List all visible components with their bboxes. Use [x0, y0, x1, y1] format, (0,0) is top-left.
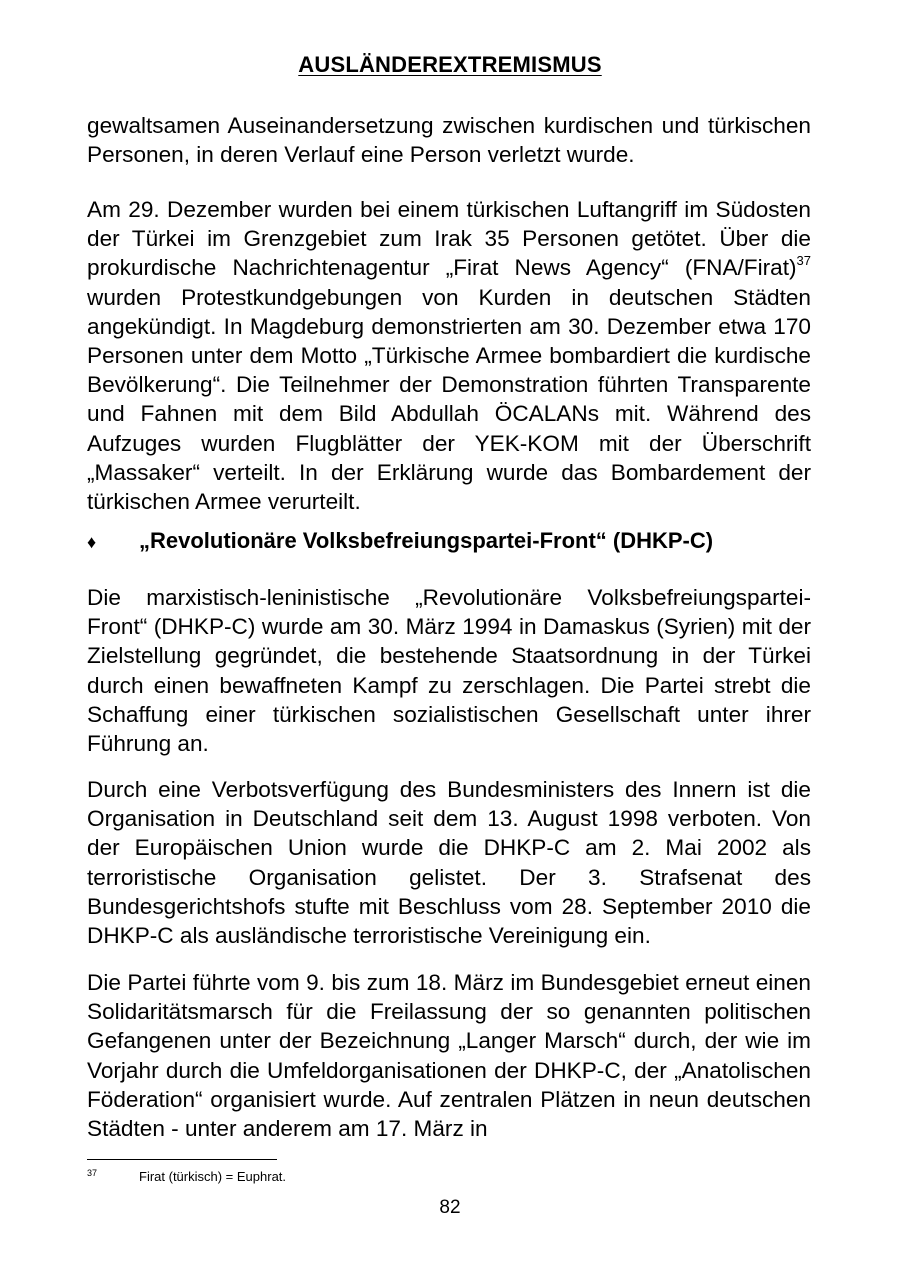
- page-header-title: AUSLÄNDEREXTREMISMUS: [298, 52, 602, 77]
- paragraph-dhkp-c-ban: Durch eine Verbotsverfügung des Bundesministers des Innern ist die Organisation in Deutschland seit dem 13. August 1998 verboten. Von der Europäischen Union wurde die DHKP-C am 2. Mai 2002 als terroristische Organisation gelistet. Der 3. Strafsenat des Bundesgerichtshofs stufte mit Beschluss vom 28. September 2010 die DHKP-C als ausländische terroristische Vereinigung ein.: [87, 777, 811, 949]
- paragraph-airstrike-protests: [87, 195, 811, 516]
- paragraph-continuation: gewaltsamen Auseinandersetzung zwischen kurdischen und türkischen Personen, in deren Verlauf eine Person verletzt wurde.: [87, 113, 811, 168]
- footnote-divider: [87, 1159, 277, 1160]
- diamond-bullet-icon: ♦: [87, 532, 97, 552]
- footnote-reference: 37: [796, 253, 811, 269]
- paragraph-long-march: Die Partei führte vom 9. bis zum 18. März im Bundesgebiet erneut einen Solidaritätsmarsch für die Freilassung der so genannten politischen Gefangenen unter der Bezeichnung „Langer Marsch“ durch, der wie im Vorjahr durch die Umfeldorganisationen der DHKP-C, der „Anatolischen Föderation“ organisiert wurde. Auf zentralen Plätzen in neun deutschen Städten - unter anderem am 17. März in: [87, 970, 811, 1142]
- page-number: 82: [439, 1197, 461, 1218]
- footnote: [87, 1164, 286, 1186]
- section-heading: [87, 526, 811, 557]
- section-heading-text: „Revolutionäre Volksbefreiungspartei-Front“ (DHKP-C): [139, 528, 714, 553]
- paragraph-text: wurden Protestkundgebungen von Kurden in deutschen Städten angekündigt. In Magdeburg demonstrierten am 30. Dezember etwa 170 Personen unter dem Motto „Türkische Armee bombardiert die kurdische Bevölkerung“. Die Teilnehmer der Demonstration führten Transparente und Fahnen mit dem Bild Abdullah ÖCALANs mit. Während des Aufzuges wurden Flugblätter der YEK-KOM mit der Überschrift „Massaker“ verteilt. In der Erklärung wurde das Bombardement der türkischen Armee verurteilt.: [87, 284, 811, 515]
- paragraph-text: Am 29. Dezember wurden bei einem türkischen Luftangriff im Südosten der Türkei im Grenzgebiet zum Irak 35 Personen getötet. Über die prokurdische Nachrichtenagentur „Firat News Agency“ (FNA/Firat): [87, 197, 811, 281]
- footnote-number: 37: [87, 1168, 98, 1178]
- paragraph-dhkp-c-founding: Die marxistisch-leninistische „Revolutionäre Volksbefreiungspartei-Front“ (DHKP-C) wurde am 30. März 1994 in Damaskus (Syrien) mit der Zielstellung gegründet, die bestehende Staatsordnung in der Türkei durch einen bewaffneten Kampf zu zerschlagen. Die Partei strebt die Schaffung einer türkischen sozialistischen Gesellschaft unter ihrer Führung an.: [87, 585, 811, 757]
- footnote-text: Firat (türkisch) = Euphrat.: [139, 1169, 287, 1184]
